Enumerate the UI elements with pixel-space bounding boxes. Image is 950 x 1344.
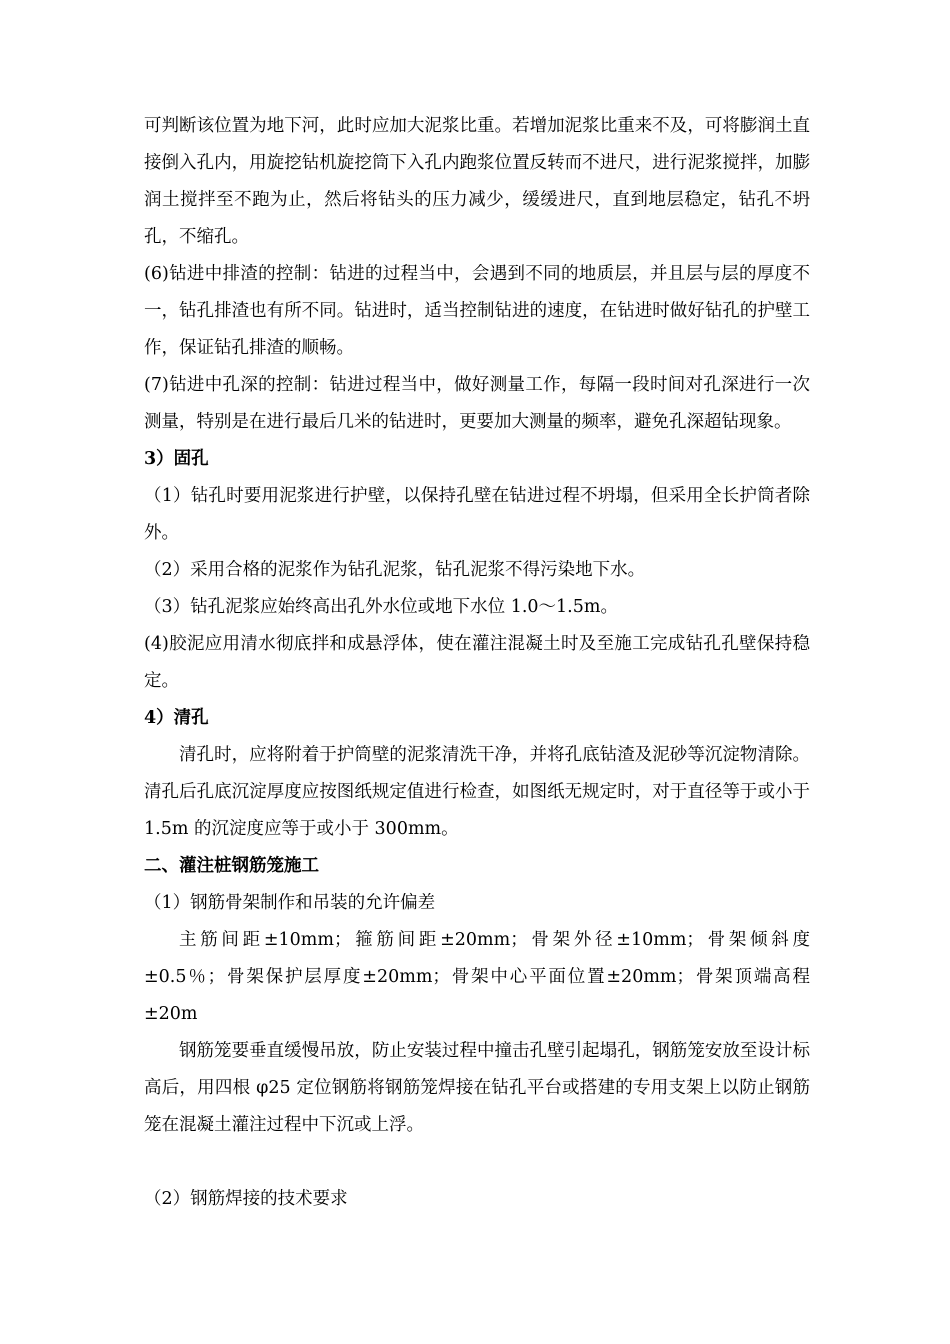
paragraph-welding-title: （2）钢筋焊接的技术要求 — [144, 1189, 348, 1209]
paragraph-slag-control: (6)钻进中排渣的控制：钻进的过程当中，会遇到不同的地质层，并且层与层的厚度不一，钻孔排渣也有所不同。钻进时，适当控制钻进的速度，在钻进时做好钻孔的护壁工作，保证钻孔排渣的顺畅。 — [144, 264, 810, 358]
paragraph-fix-3: （3）钻孔泥浆应始终高出孔外水位或地下水位 1.0～1.5m。 — [144, 597, 618, 617]
paragraph-groundwater: 可判断该位置为地下河，此时应加大泥浆比重。若增加泥浆比重来不及，可将膨润土直接倒入孔内，用旋挖钻机旋挖筒下入孔内跑浆位置反转而不进尺，进行泥浆搅拌，加膨润土搅拌至不跑为止，然后将钻头的压力减少，缓缓进尺，直到地层稳定，钻孔不坍孔，不缩孔。 — [144, 116, 810, 247]
paragraph-depth-control: (7)钻进中孔深的控制：钻进过程当中，做好测量工作，每隔一段时间对孔深进行一次测量，特别是在进行最后几米的钻进时，更要加大测量的频率，避免孔深超钻现象。 — [144, 375, 810, 432]
heading-clean-hole: 4）清孔 — [144, 708, 209, 728]
paragraph-tolerance-values: 主筋间距±10mm；箍筋间距±20mm；骨架外径±10mm；骨架倾斜度±0.5％；骨架保护层厚度±20mm；骨架中心平面位置±20mm；骨架顶端高程±20m — [144, 930, 810, 1024]
paragraph-clean-hole: 清孔时，应将附着于护筒壁的泥浆清洗干净，并将孔底钻渣及泥砂等沉淀物清除。清孔后孔底沉淀厚度应按图纸规定值进行检查，如图纸无规定时，对于直径等于或小于 1.5m 的沉淀度应等于或小于 300mm。 — [144, 745, 810, 839]
paragraph-fix-1: （1）钻孔时要用泥浆进行护壁，以保持孔壁在钻进过程不坍塌，但采用全长护筒者除外。 — [144, 486, 810, 543]
heading-rebar-cage: 二、灌注桩钢筋笼施工 — [144, 856, 319, 876]
paragraph-tolerance-title: （1）钢筋骨架制作和吊装的允许偏差 — [144, 893, 436, 913]
paragraph-fix-2: （2）采用合格的泥浆作为钻孔泥浆，钻孔泥浆不得污染地下水。 — [144, 560, 646, 580]
blank-line — [144, 1144, 810, 1181]
paragraph-fix-4: (4)胶泥应用清水彻底拌和成悬浮体，使在灌注混凝土时及至施工完成钻孔孔壁保持稳定。 — [144, 634, 810, 691]
document-page — [144, 108, 810, 1218]
heading-fix-hole: 3）固孔 — [144, 449, 209, 469]
paragraph-cage-hoisting: 钢筋笼要垂直缓慢吊放，防止安装过程中撞击孔壁引起塌孔，钢筋笼安放至设计标高后，用四根 φ25 定位钢筋将钢筋笼焊接在钻孔平台或搭建的专用支架上以防止钢筋笼在混凝土灌注过程中下沉或上浮。 — [144, 1041, 810, 1135]
